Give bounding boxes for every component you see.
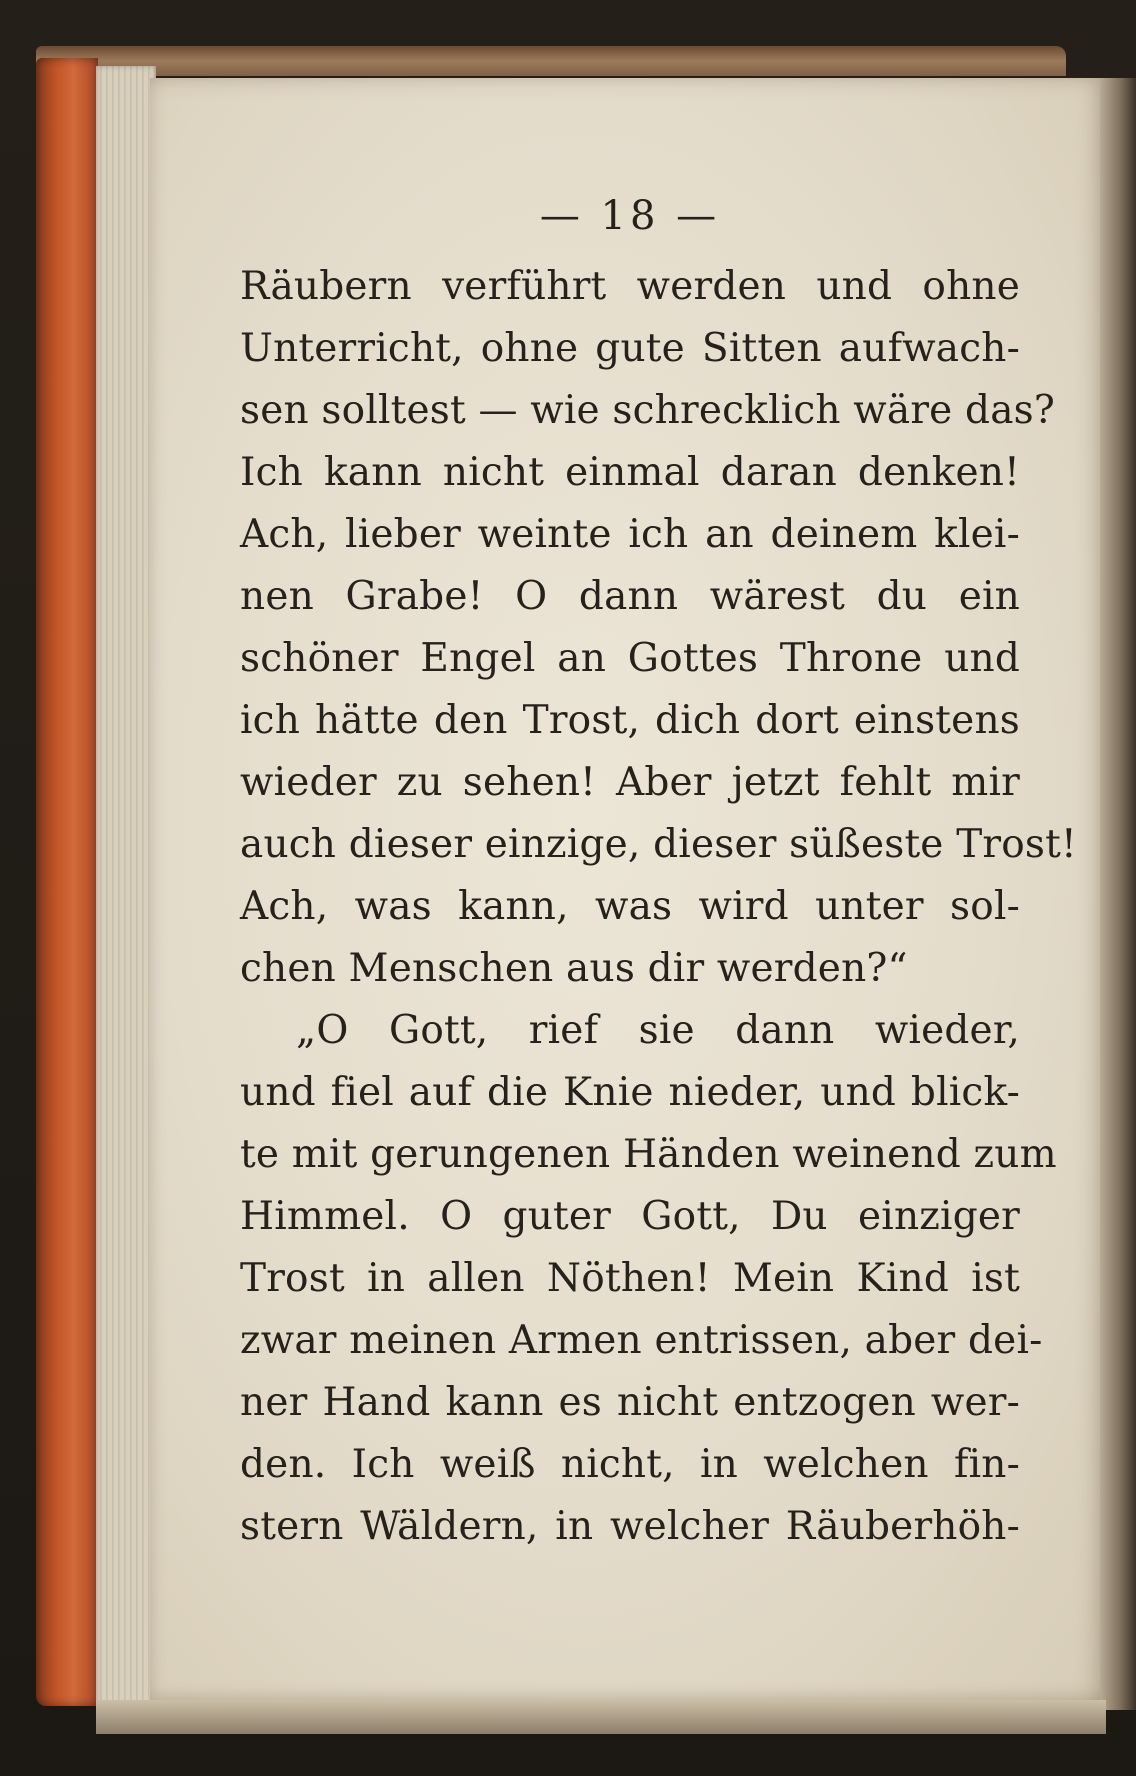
text-line: ner Hand kann es nicht entzogen wer-	[240, 1380, 1020, 1425]
text-line: Trost in allen Nöthen! Mein Kind ist	[240, 1256, 1020, 1301]
book-cover-top-edge	[36, 46, 1066, 76]
text-line: nen Grabe! O dann wärest du ein	[240, 574, 1020, 619]
text-line: Himmel. O guter Gott, Du einziger	[240, 1194, 1020, 1239]
page-gutter	[1100, 78, 1136, 1710]
page-text-block	[240, 188, 1077, 1558]
text-line: den. Ich weiß nicht, in welchen fin-	[240, 1442, 1020, 1487]
text-line: Unterricht, ohne gute Sitten aufwach-	[240, 326, 1020, 371]
text-line: Ach, lieber weinte ich an deinem klei-	[240, 512, 1020, 557]
text-line: zwar meinen Armen entrissen, aber dei-	[240, 1318, 1043, 1363]
text-line: wieder zu sehen! Aber jetzt fehlt mir	[240, 760, 1020, 805]
text-line: te mit gerungenen Händen weinend zum	[240, 1132, 1057, 1177]
text-line: ich hätte den Trost, dich dort einstens	[240, 698, 1020, 743]
book-bottom-edge	[96, 1700, 1106, 1734]
text-line: und fiel auf die Knie nieder, und blick-	[240, 1070, 1020, 1115]
page-number: — 18 —	[539, 193, 721, 239]
text-line: Räubern verführt werden und ohne	[240, 264, 1020, 309]
page-stack-edge	[96, 66, 156, 1706]
text-line: stern Wäldern, in welcher Räuberhöh-	[240, 1504, 1020, 1549]
text-line: schöner Engel an Gottes Throne und	[240, 636, 1020, 681]
book-cover-spine-edge	[36, 58, 98, 1706]
text-line: Ich kann nicht einmal daran denken!	[240, 450, 1020, 495]
text-line: sen solltest — wie schrecklich wäre das?	[240, 388, 1055, 433]
text-line: auch dieser einzige, dieser süßeste Trost!	[240, 822, 1077, 867]
text-line: Ach, was kann, was wird unter sol-	[240, 884, 1020, 929]
text-line: chen Menschen aus dir werden?“	[240, 946, 908, 991]
text-line-paragraph-start: „O Gott, rief sie dann wieder,	[296, 1008, 1020, 1053]
